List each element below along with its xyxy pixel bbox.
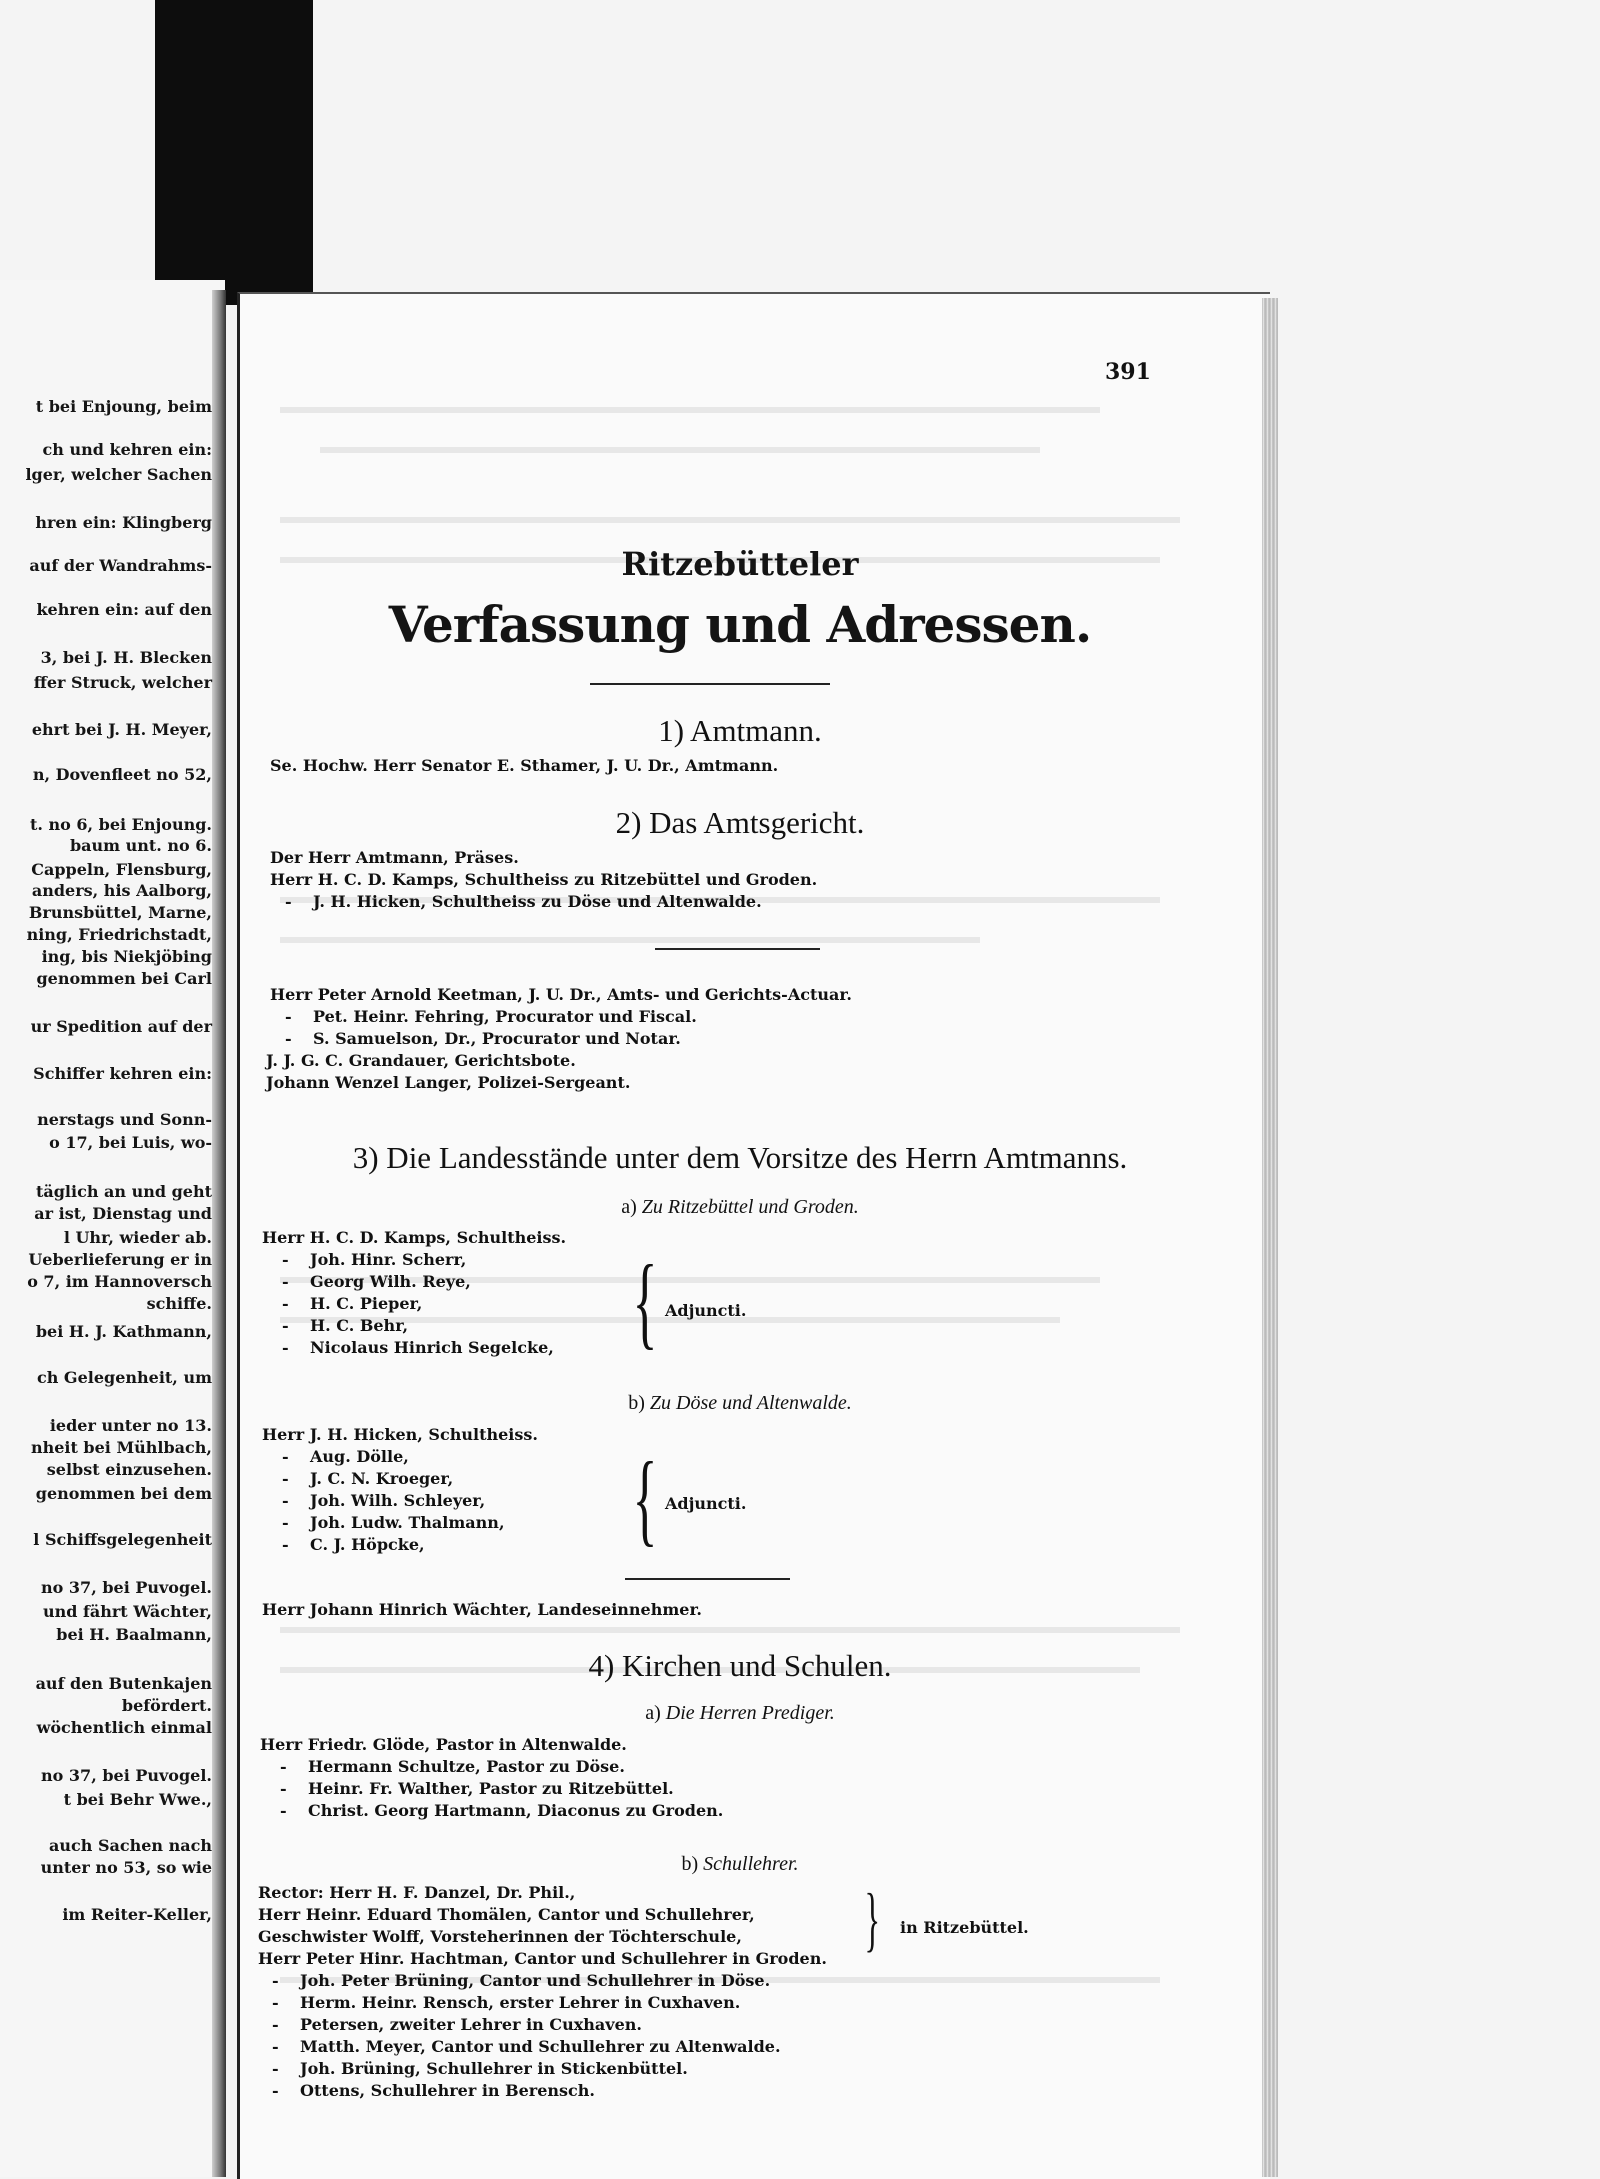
teacher-line: Geschwister Wolff, Vorsteherinnen der Töchterschule, [258, 1927, 742, 1946]
estate-line-text: Joh. Ludw. Thalmann, [310, 1513, 505, 1532]
left-page-line: lger, welcher Sachen [25, 465, 212, 484]
dash: - [272, 2059, 279, 2078]
estate-line [282, 1338, 554, 1358]
left-page-line: ur Spedition auf der [30, 1017, 212, 1036]
clergy-line [280, 1779, 674, 1799]
dash: - [282, 1469, 289, 1488]
dash: - [280, 1779, 287, 1798]
teacher-line-text: Herm. Heinr. Rensch, erster Lehrer in Cuxhaven. [300, 1993, 741, 2012]
book-spine-shadow [155, 0, 313, 305]
brace-label: Adjuncti. [665, 1494, 747, 1513]
section-4-heading: 4) Kirchen und Schulen. [588, 1648, 892, 1683]
estate-line [282, 1513, 505, 1533]
estate-line-text: C. J. Höpcke, [310, 1535, 425, 1554]
subsection-a-label: a) [621, 1196, 637, 1218]
receiver-line: Herr Johann Hinrich Wächter, Landeseinnehmer. [262, 1600, 702, 1619]
left-page-line: t. no 6, bei Enjoung. [29, 815, 212, 834]
estate-line-text: Georg Wilh. Reye, [310, 1272, 471, 1291]
court-line: Herr H. C. D. Kamps, Schultheiss zu Ritzebüttel und Groden. [270, 870, 818, 889]
divider [625, 1578, 790, 1580]
gutter-edge [212, 290, 226, 2177]
teacher-line [272, 1993, 740, 2013]
dash: - [282, 1535, 289, 1554]
left-page-line: unter no 53, so wie [40, 1858, 212, 1877]
page-title: Verfassung und Adressen. [388, 595, 1092, 654]
clergy-line [280, 1801, 723, 1821]
dash: - [285, 892, 292, 911]
official-line [285, 1029, 681, 1049]
dash: - [280, 1757, 287, 1776]
subsection-a-text: Die Herren Prediger. [665, 1702, 835, 1724]
estate-line [282, 1491, 485, 1511]
left-page-line: genommen bei Carl [36, 969, 212, 988]
dash: - [282, 1272, 289, 1291]
page-stack-edge [1262, 298, 1278, 2177]
estate-line: Herr H. C. D. Kamps, Schultheiss. [262, 1228, 567, 1247]
left-page-line: n, Dovenfleet no 52, [32, 765, 212, 784]
left-page-line: Ueberlieferung er in [28, 1250, 212, 1269]
estate-line-text: H. C. Pieper, [310, 1294, 423, 1313]
subsection-b-label: b) [628, 1392, 645, 1414]
left-page-line: baum unt. no 6. [69, 836, 212, 855]
brace-label: Adjuncti. [665, 1301, 747, 1320]
left-page-line: schiffe. [146, 1294, 212, 1313]
dash: - [282, 1294, 289, 1313]
court-line-text: J. H. Hicken, Schultheiss zu Döse und Altenwalde. [313, 892, 762, 911]
left-page-line: kehren ein: auf den [36, 600, 212, 619]
subsection-b-title [260, 1853, 1220, 1876]
teacher-line-text: Ottens, Schullehrer in Berensch. [300, 2081, 595, 2100]
left-page-line: t bei Behr Wwe., [63, 1790, 212, 1809]
left-page-line: und fährt Wächter, [42, 1602, 212, 1621]
subsection-a-text: Zu Ritzebüttel und Groden. [641, 1196, 859, 1218]
curly-brace-icon: { [632, 1441, 658, 1556]
left-page-line: täglich an und geht [35, 1182, 212, 1201]
left-page-line: auf der Wandrahms- [29, 556, 212, 575]
left-page-line: ehrt bei J. H. Meyer, [31, 720, 212, 739]
dash: - [272, 2081, 279, 2100]
teacher-line [272, 1971, 770, 1991]
left-page-line: no 37, bei Puvogel. [41, 1578, 212, 1597]
estate-line [282, 1535, 425, 1555]
estate-line [282, 1447, 409, 1467]
dash: - [272, 1993, 279, 2012]
clergy-line [280, 1757, 625, 1777]
dash: - [282, 1513, 289, 1532]
teacher-line [272, 2015, 642, 2035]
dash: - [282, 1491, 289, 1510]
left-page-line: ffer Struck, welcher [33, 673, 212, 692]
left-page-line: auf den Butenkajen [35, 1674, 212, 1693]
estate-line [282, 1316, 408, 1336]
dash: - [285, 1029, 292, 1048]
teacher-line: Herr Heinr. Eduard Thomälen, Cantor und Schullehrer, [258, 1905, 755, 1924]
left-page-line: l Schiffsgelegenheit [33, 1530, 212, 1549]
left-page-line: t bei Enjoung, beim [35, 397, 212, 416]
estate-line-text: H. C. Behr, [310, 1316, 409, 1335]
clergy-line-text: Hermann Schultze, Pastor zu Döse. [308, 1757, 625, 1776]
estate-line-text: Joh. Hinr. Scherr, [310, 1250, 467, 1269]
left-page-line: 3, bei J. H. Blecken [40, 648, 212, 667]
left-page-line: hren ein: Klingberg [35, 513, 212, 532]
estate-line [282, 1272, 471, 1292]
official-line [285, 1007, 697, 1027]
official-line: J. J. G. C. Grandauer, Gerichtsbote. [266, 1051, 576, 1070]
left-page-line: Cappeln, Flensburg, [31, 860, 212, 879]
left-page-line: Brunsbüttel, Marne, [28, 903, 212, 922]
page-number: 391 [1105, 359, 1151, 385]
subsection-b-title [260, 1392, 1220, 1415]
left-page-line: Schiffer kehren ein: [33, 1064, 212, 1083]
section-3-heading: 3) Die Landesstände unter dem Vorsitze des Herrn Amtmanns. [352, 1140, 1128, 1175]
dash: - [282, 1250, 289, 1269]
teacher-line-text: Joh. Brüning, Schullehrer in Stickenbüttel. [300, 2059, 688, 2078]
left-page-line: genommen bei dem [35, 1484, 212, 1503]
left-page-line: auch Sachen nach [49, 1836, 212, 1855]
subsection-a-title [260, 1702, 1220, 1725]
left-page-line: o 7, im Hannoversch [27, 1272, 212, 1291]
clergy-line: Herr Friedr. Glöde, Pastor in Altenwalde. [260, 1735, 627, 1754]
left-page-line: ar ist, Dienstag und [34, 1204, 212, 1223]
left-page-line: nerstags und Sonn- [37, 1110, 212, 1129]
official-line-text: S. Samuelson, Dr., Procurator und Notar. [313, 1029, 681, 1048]
left-page-line: ch Gelegenheit, um [36, 1368, 212, 1387]
estate-line-text: Nicolaus Hinrich Segelcke, [310, 1338, 554, 1357]
official-line: Herr Peter Arnold Keetman, J. U. Dr., Amts- und Gerichts-Actuar. [270, 985, 852, 1004]
dash: - [282, 1447, 289, 1466]
left-page-line: im Reiter-Keller, [62, 1905, 212, 1924]
curly-brace-icon: { [632, 1244, 658, 1359]
court-line: Der Herr Amtmann, Präses. [270, 848, 519, 867]
estate-line [282, 1294, 422, 1314]
dash: - [280, 1801, 287, 1820]
left-page-line: anders, his Aalborg, [31, 881, 212, 900]
teacher-line-text: Petersen, zweiter Lehrer in Cuxhaven. [300, 2015, 642, 2034]
divider [655, 948, 820, 950]
clergy-line-text: Christ. Georg Hartmann, Diaconus zu Groden. [308, 1801, 724, 1820]
official-line: Johann Wenzel Langer, Polizei-Sergeant. [266, 1073, 631, 1092]
dash: - [282, 1338, 289, 1357]
left-page-line: l Uhr, wieder ab. [63, 1228, 212, 1247]
subsection-b-text: Zu Döse und Altenwalde. [649, 1392, 852, 1414]
left-page-line: ch und kehren ein: [42, 440, 212, 459]
subsection-b-label: b) [681, 1853, 699, 1875]
estate-line [282, 1469, 453, 1489]
left-page-line: nheit bei Mühlbach, [30, 1438, 212, 1457]
court-line [285, 892, 762, 912]
left-page-line: bei H. J. Kathmann, [35, 1322, 212, 1341]
estate-line-text: Aug. Dölle, [310, 1447, 409, 1466]
dash: - [285, 1007, 292, 1026]
left-page-line: bei H. Baalmann, [56, 1625, 212, 1644]
estate-line-text: Joh. Wilh. Schleyer, [310, 1491, 486, 1510]
teacher-line: Rector: Herr H. F. Danzel, Dr. Phil., [258, 1883, 576, 1902]
teacher-line [272, 2037, 781, 2057]
teacher-line [272, 2081, 595, 2101]
left-page-line: wöchentlich einmal [36, 1718, 212, 1737]
curly-brace-icon: } [864, 1879, 881, 1959]
dash: - [282, 1316, 289, 1335]
title-small: Ritzebütteler [621, 545, 859, 583]
left-page-line: ieder unter no 13. [49, 1416, 212, 1435]
section-1-heading: 1) Amtmann. [658, 713, 822, 748]
dash: - [272, 2015, 279, 2034]
teacher-line-text: Joh. Peter Brüning, Cantor und Schullehrer in Döse. [300, 1971, 771, 1990]
teacher-line [272, 2059, 688, 2079]
teacher-line-text: Matth. Meyer, Cantor und Schullehrer zu Altenwalde. [300, 2037, 781, 2056]
left-page-line: no 37, bei Puvogel. [41, 1766, 212, 1785]
clergy-line-text: Heinr. Fr. Walther, Pastor zu Ritzebüttel. [308, 1779, 674, 1798]
estate-line-text: J. C. N. Kroeger, [310, 1469, 454, 1488]
dash: - [272, 2037, 279, 2056]
left-page-line: selbst einzusehen. [46, 1460, 212, 1479]
left-page-line: ing, bis Niekjöbing [41, 947, 212, 966]
official-line-text: Pet. Heinr. Fehring, Procurator und Fiscal. [313, 1007, 697, 1026]
subsection-a-title [260, 1196, 1220, 1219]
divider [590, 683, 830, 685]
left-page-line: o 17, bei Luis, wo- [49, 1133, 212, 1152]
dash: - [272, 1971, 279, 1990]
estate-line: Herr J. H. Hicken, Schultheiss. [262, 1425, 538, 1444]
left-page-line: befördert. [121, 1696, 212, 1715]
section-2-heading: 2) Das Amtsgericht. [615, 805, 865, 840]
section-1-line: Se. Hochw. Herr Senator E. Sthamer, J. U. Dr., Amtmann. [270, 756, 779, 775]
brace-label: in Ritzebüttel. [900, 1918, 1029, 1937]
subsection-a-label: a) [645, 1702, 661, 1724]
teacher-line: Herr Peter Hinr. Hachtman, Cantor und Schullehrer in Groden. [258, 1949, 827, 1968]
subsection-b-text: Schullehrer. [703, 1853, 799, 1875]
left-page-line: ning, Friedrichstadt, [26, 925, 212, 944]
estate-line [282, 1250, 466, 1270]
